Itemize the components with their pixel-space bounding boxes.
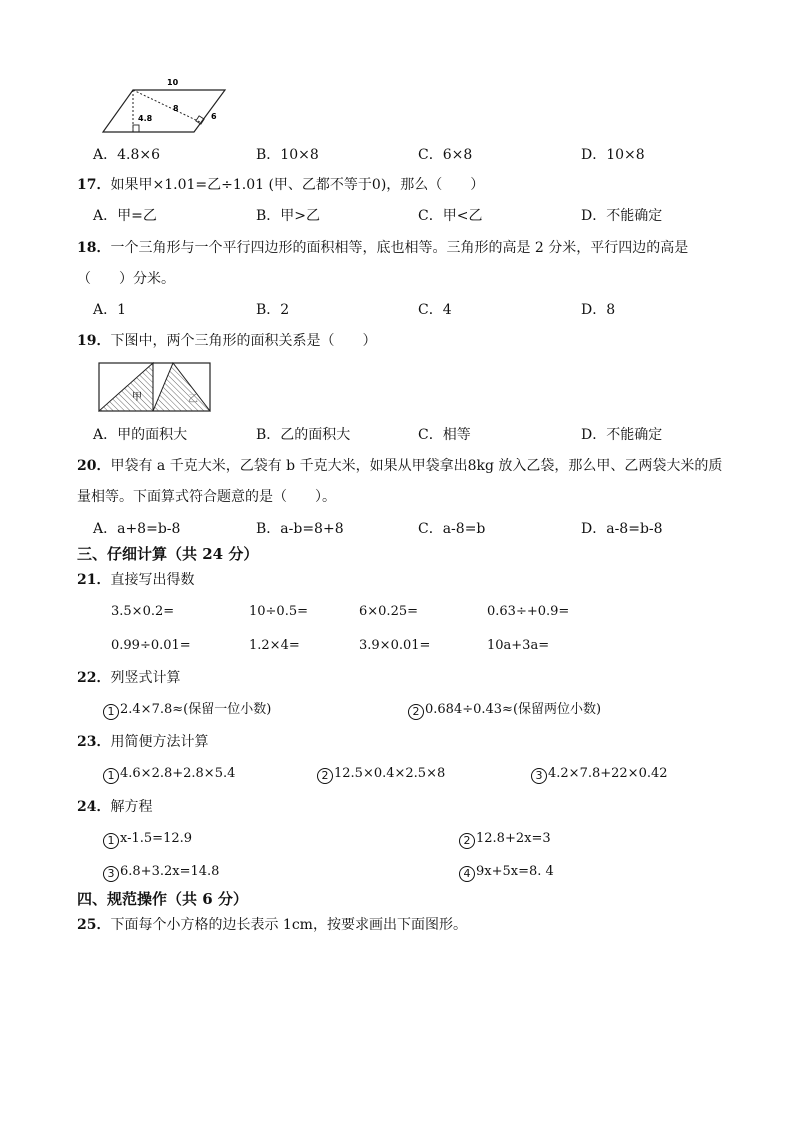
- circled-number-icon: 1: [103, 768, 119, 784]
- q21-expr: 3.9×0.01=: [359, 638, 431, 653]
- q21-expr: 6×0.25=: [359, 604, 419, 619]
- q24-expr-2: 12.8+2x=3: [476, 831, 551, 846]
- q19-option-c[interactable]: C．相等: [418, 427, 471, 443]
- q23-expr-3: 4.2×7.8+22×0.42: [548, 766, 668, 781]
- q20-text: 甲袋有 a 千克大米，乙袋有 b 千克大米，如果从甲袋拿出8kg 放入乙袋，那么甲、乙两袋大米的质: [110, 458, 723, 474]
- q23-expr-1: 4.6×2.8+2.8×5.4: [120, 766, 236, 781]
- q19-text: 下图中，两个三角形的面积关系是（ ）: [110, 333, 377, 349]
- section-4-heading: 四、规范操作（共 6 分）: [77, 890, 248, 908]
- q22-expr-2: 0.684÷0.43≈(保留两位小数): [425, 702, 602, 717]
- q21-expr: 10÷0.5=: [249, 604, 309, 619]
- circled-number-icon: 3: [103, 866, 119, 882]
- q22-text: 列竖式计算: [110, 670, 181, 686]
- q22-number: 22．: [77, 670, 111, 686]
- q17-stem: [77, 176, 484, 194]
- q20-number: 20．: [77, 458, 111, 474]
- q20-stem: [77, 457, 722, 475]
- q18-stem: [77, 239, 688, 257]
- q16-option-b[interactable]: B．10×8: [256, 147, 319, 163]
- q17-option-a[interactable]: A．甲=乙: [93, 208, 157, 224]
- q25-text: 下面每个小方格的边长表示 1cm，按要求画出下面图形。: [110, 917, 467, 933]
- q17-option-b[interactable]: B．甲>乙: [256, 208, 321, 224]
- q24-item-4: [459, 863, 554, 882]
- q24-item-1: [103, 830, 192, 849]
- q24-expr-3: 6.8+3.2x=14.8: [120, 864, 220, 879]
- q23-stem: [77, 733, 208, 751]
- q16-option-a[interactable]: A．4.8×6: [93, 147, 161, 163]
- q25-stem: [77, 916, 467, 934]
- q24-item-3: [103, 863, 219, 882]
- q17-number: 17．: [77, 177, 111, 193]
- q17-text: 如果甲×1.01=乙÷1.01 (甲、乙都不等于0)，那么（ ）: [110, 177, 485, 193]
- q22-item-1: [103, 701, 271, 720]
- circled-number-icon: 1: [103, 704, 119, 720]
- q19-option-a[interactable]: A．甲的面积大: [93, 427, 188, 443]
- circled-number-icon: 2: [408, 704, 424, 720]
- q22-item-2: [408, 701, 601, 720]
- q24-stem: [77, 798, 152, 816]
- q23-item-3: [531, 765, 668, 784]
- circled-number-icon: 4: [459, 866, 475, 882]
- q24-text: 解方程: [110, 799, 153, 815]
- label-4-8: 4.8: [138, 114, 153, 123]
- q19-option-d[interactable]: D．不能确定: [581, 427, 663, 443]
- q21-expr: 0.63÷+0.9=: [487, 604, 570, 619]
- q20-option-a[interactable]: A．a+8=b-8: [93, 521, 181, 537]
- q23-number: 23．: [77, 734, 111, 750]
- q21-stem: [77, 571, 194, 589]
- label-jia: 甲: [132, 392, 142, 403]
- circled-number-icon: 2: [459, 833, 475, 849]
- q20-option-d[interactable]: D．a-8=b-8: [581, 521, 663, 537]
- q23-item-1: [103, 765, 235, 784]
- q18-option-d[interactable]: D．8: [581, 302, 616, 318]
- q24-number: 24．: [77, 799, 111, 815]
- q20-option-b[interactable]: B．a-b=8+8: [256, 521, 344, 537]
- q22-stem: [77, 669, 180, 687]
- q24-expr-1: x-1.5=12.9: [120, 831, 193, 846]
- q21-text: 直接写出得数: [110, 572, 195, 588]
- q17-option-c[interactable]: C．甲<乙: [418, 208, 483, 224]
- circled-number-icon: 3: [531, 768, 547, 784]
- q18-text-line2: （ ）分米。: [77, 271, 175, 287]
- q18-option-b[interactable]: B．2: [256, 302, 290, 318]
- q18-option-a[interactable]: A．1: [93, 302, 127, 318]
- q19-stem: [77, 332, 376, 350]
- q23-item-2: [317, 765, 445, 784]
- q21-expr: 10a+3a=: [487, 638, 550, 653]
- q19-option-b[interactable]: B．乙的面积大: [256, 427, 351, 443]
- label-10: 10: [167, 78, 179, 87]
- circled-number-icon: 2: [317, 768, 333, 784]
- triangles-figure: [98, 362, 212, 412]
- q16-option-c[interactable]: C．6×8: [418, 147, 473, 163]
- q18-option-c[interactable]: C．4: [418, 302, 452, 318]
- parallelogram-figure: [100, 74, 230, 136]
- section-3-heading: 三、仔细计算（共 24 分）: [77, 545, 259, 563]
- q21-number: 21．: [77, 572, 111, 588]
- q23-expr-2: 12.5×0.4×2.5×8: [334, 766, 446, 781]
- q21-expr: 3.5×0.2=: [111, 604, 175, 619]
- q18-number: 18．: [77, 240, 111, 256]
- q21-expr: 0.99÷0.01=: [111, 638, 191, 653]
- q25-number: 25．: [77, 917, 111, 933]
- q16-option-d[interactable]: D．10×8: [581, 147, 645, 163]
- label-6: 6: [211, 112, 217, 121]
- q20-text-line2: 量相等。下面算式符合题意的是（ ）。: [77, 489, 336, 505]
- q24-expr-4: 9x+5x=8. 4: [476, 864, 554, 879]
- q20-option-c[interactable]: C．a-8=b: [418, 521, 486, 537]
- label-yi: 乙: [188, 394, 198, 405]
- q23-text: 用简便方法计算: [110, 734, 209, 750]
- q21-expr: 1.2×4=: [249, 638, 300, 653]
- q19-number: 19．: [77, 333, 111, 349]
- q22-expr-1: 2.4×7.8≈(保留一位小数): [120, 702, 272, 717]
- circled-number-icon: 1: [103, 833, 119, 849]
- q17-option-d[interactable]: D．不能确定: [581, 208, 663, 224]
- q24-item-2: [459, 830, 551, 849]
- q18-text: 一个三角形与一个平行四边形的面积相等，底也相等。三角形的高是 2 分米，平行四边的高是: [110, 240, 689, 256]
- label-8: 8: [173, 104, 179, 113]
